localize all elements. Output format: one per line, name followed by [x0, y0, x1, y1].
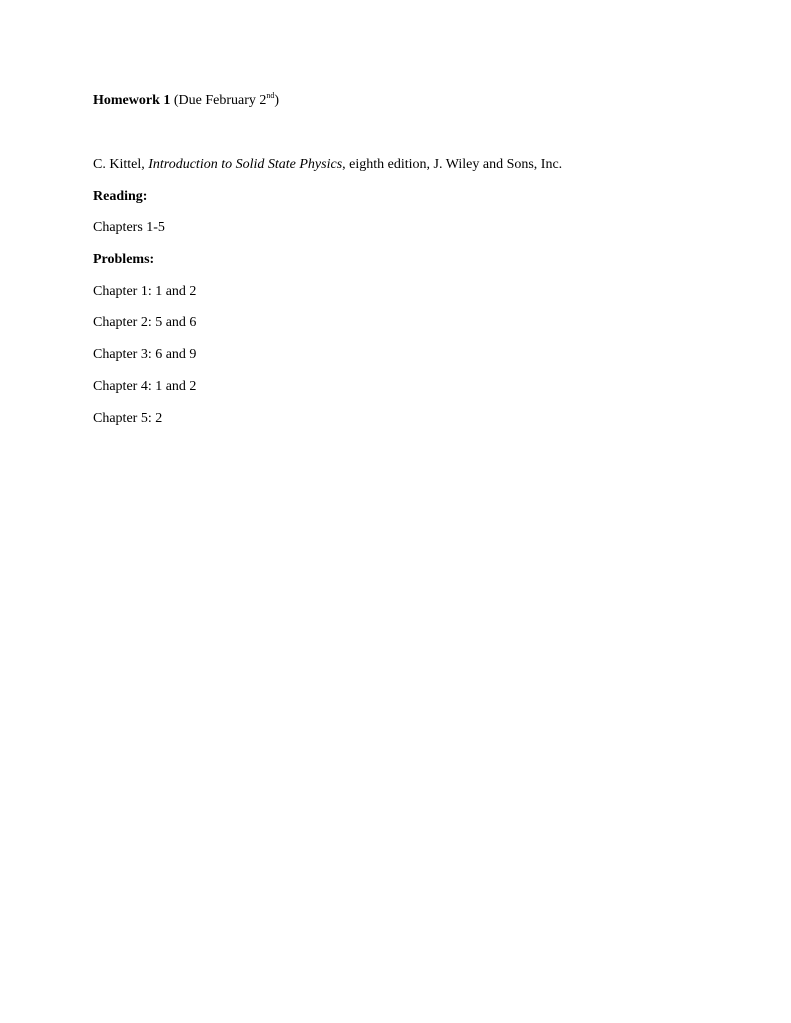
due-date-text: (Due February 2nd) — [173, 91, 280, 108]
reading-chapters: Chapters 1-5 — [93, 220, 165, 235]
textbook-title: Introduction to Solid State Physics — [148, 157, 343, 172]
problems-heading: Problems: — [93, 252, 155, 267]
homework-title-line — [93, 91, 280, 108]
problem-item-chapter-4: Chapter 4: 1 and 2 — [93, 379, 197, 394]
textbook-details: , eighth edition, J. Wiley and Sons, Inc. — [342, 157, 563, 172]
due-date-superscript: nd — [266, 91, 275, 100]
textbook-citation — [93, 158, 562, 172]
problem-item-chapter-1: Chapter 1: 1 and 2 — [93, 284, 197, 299]
problem-item-chapter-3: Chapter 3: 6 and 9 — [93, 347, 197, 362]
problem-item-chapter-2: Chapter 2: 5 and 6 — [93, 315, 197, 330]
homework-title: Homework 1 — [93, 93, 171, 108]
textbook-author: C. Kittel, — [93, 157, 149, 172]
problem-item-chapter-5: Chapter 5: 2 — [93, 411, 163, 426]
reading-heading: Reading: — [93, 189, 148, 204]
